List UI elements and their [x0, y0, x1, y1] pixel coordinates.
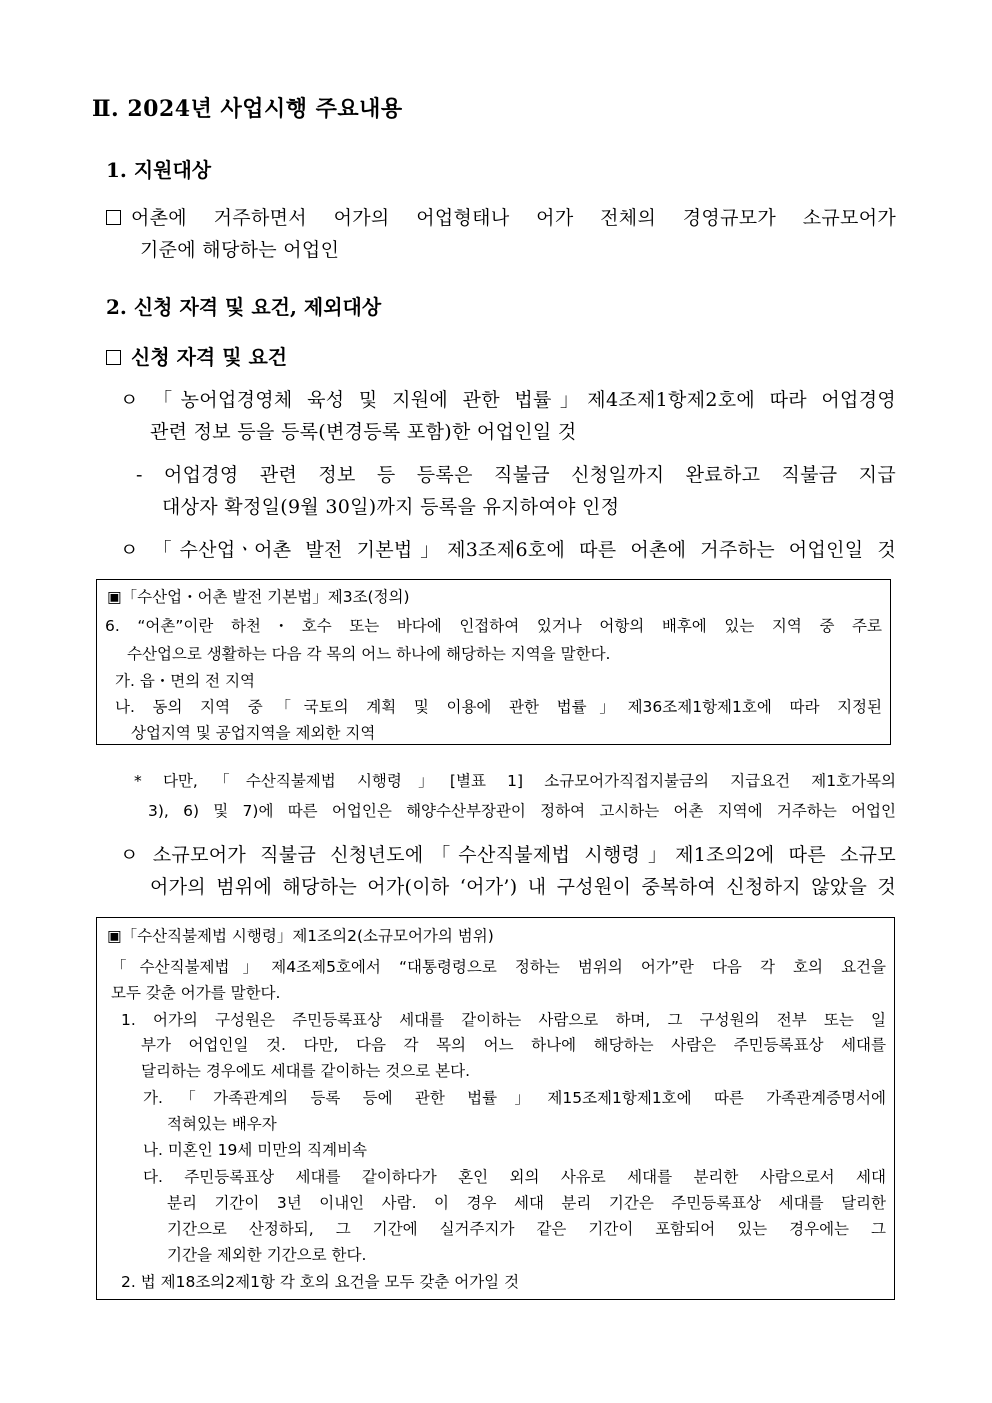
- box2-line1: 「수산직불제법」제4조제5호에서 “대통령령으로 정하는 범위의 어가”란 다음 각 호의 요건을: [111, 958, 886, 976]
- note-line2: 3), 6) 및 7)에 따른 어업인은 해양수산부장관이 정하여 고시하는 어촌 지역에 거주하는 어업인: [148, 802, 896, 820]
- section2-subheading: [106, 341, 287, 370]
- section1-bullet: [106, 203, 896, 230]
- box1-title: ▣「수산업・어촌 발전 기본법」제3조(정의): [107, 588, 410, 606]
- item1-line2: 관련 정보 등을 등록(변경등록 포함)한 어업인일 것: [150, 421, 577, 443]
- item2: ㅇ 「수산업ㆍ어촌 발전 기본법」제3조제6호에 따른 어촌에 거주하는 어업인일 것: [120, 539, 897, 561]
- item1-dash-line1: - 어업경영 관련 정보 등 등록은 직불금 신청일까지 완료하고 직불금 지급: [136, 464, 896, 486]
- box2-title: ▣「수산직불제법 시행령」제1조의2(소규모어가의 범위): [107, 927, 494, 945]
- box2-line6: 가.「가족관계의 등록 등에 관한 법률」제15조제1항제1호에 따른 가족관계증명서에: [143, 1089, 886, 1107]
- law-excerpt-box-2: [96, 917, 895, 1300]
- box2-line2: 모두 갖춘 어가를 말한다.: [111, 984, 281, 1002]
- box2-line10: 분리 기간이 3년 이내인 사람. 이 경우 세대 분리 기간은 주민등록표상 세대를 달리한: [167, 1194, 886, 1212]
- box1-line5: 상업지역 및 공업지역을 제외한 지역: [131, 724, 376, 742]
- box2-line11: 기간으로 산정하되, 그 기간에 실거주지가 같은 기간이 포함되어 있는 경우에는 그: [167, 1220, 886, 1238]
- circle-bullet-icon: ㅇ: [120, 539, 139, 561]
- circle-bullet-icon: ㅇ: [120, 389, 139, 411]
- item3-line2: 어가의 범위에 해당하는 어가(이하 ‘어가’) 내 구성원이 중복하여 신청하지 않았을 것: [150, 876, 896, 898]
- item3-line1: ㅇ 소규모어가 직불금 신청년도에「수산직불제법 시행령」제1조의2에 따른 소규모: [120, 844, 896, 866]
- page-title: Ⅱ. 2024년 사업시행 주요내용: [92, 96, 403, 122]
- box1-line2: 수산업으로 생활하는 다음 각 목의 어느 하나에 해당하는 지역을 말한다.: [127, 645, 611, 663]
- box2-line9: 다. 주민등록표상 세대를 같이하다가 혼인 외의 사유로 세대를 분리한 사람으로서 세대: [143, 1168, 886, 1186]
- checkbox-square-icon: [106, 210, 121, 225]
- law-excerpt-box-1: [96, 579, 891, 745]
- section1-bullet-line1: 어촌에 거주하면서 어가의 어업형태나 어가 전체의 경영규모가 소규모어가: [131, 207, 896, 229]
- box2-line3: 1. 어가의 구성원은 주민등록표상 세대를 같이하는 사람으로 하며, 그 구성원의 전부 또는 일: [121, 1011, 886, 1029]
- box2-line8: 나. 미혼인 19세 미만의 직계비속: [143, 1141, 368, 1159]
- checkbox-square-icon: [106, 350, 121, 365]
- box2-line4: 부가 어업인일 것. 다만, 다음 각 목의 어느 하나에 해당하는 사람은 주민등록표상 세대를: [141, 1036, 886, 1054]
- section1-bullet-line2: 기준에 해당하는 어업인: [140, 239, 340, 261]
- box2-line13: 2. 법 제18조의2제1항 각 호의 요건을 모두 갖춘 어가일 것: [121, 1273, 520, 1291]
- box1-line4: 나. 동의 지역 중「국토의 계획 및 이용에 관한 법률」제36조제1항제1호에 따라 지정된: [115, 698, 882, 716]
- box2-line12: 기간을 제외한 기간으로 한다.: [167, 1246, 367, 1264]
- note-line1: * 다만,「수산직불제법 시행령」[별표 1] 소규모어가직접지불금의 지급요건 제1호가목의: [134, 772, 896, 790]
- box1-line3: 가. 읍・면의 전 지역: [115, 672, 256, 690]
- item1-dash-line2: 대상자 확정일(9월 30일)까지 등록을 유지하여야 인정: [162, 496, 620, 518]
- box2-line7: 적혀있는 배우자: [167, 1115, 277, 1133]
- section2-subheading-text: 신청 자격 및 요건: [131, 345, 288, 369]
- box2-line5: 달리하는 경우에도 세대를 같이하는 것으로 본다.: [141, 1062, 471, 1080]
- circle-bullet-icon: ㅇ: [120, 844, 139, 866]
- item1-line1: ㅇ 「농어업경영체 육성 및 지원에 관한 법률」제4조제1항제2호에 따라 어업경영: [120, 389, 896, 411]
- box1-line1: 6. “어촌”이란 하천・호수 또는 바다에 인접하여 있거나 어항의 배후에 있는 지역 중 주로: [105, 617, 882, 635]
- section2-heading: 2. 신청 자격 및 요건, 제외대상: [106, 295, 382, 319]
- section1-heading: 1. 지원대상: [106, 158, 212, 182]
